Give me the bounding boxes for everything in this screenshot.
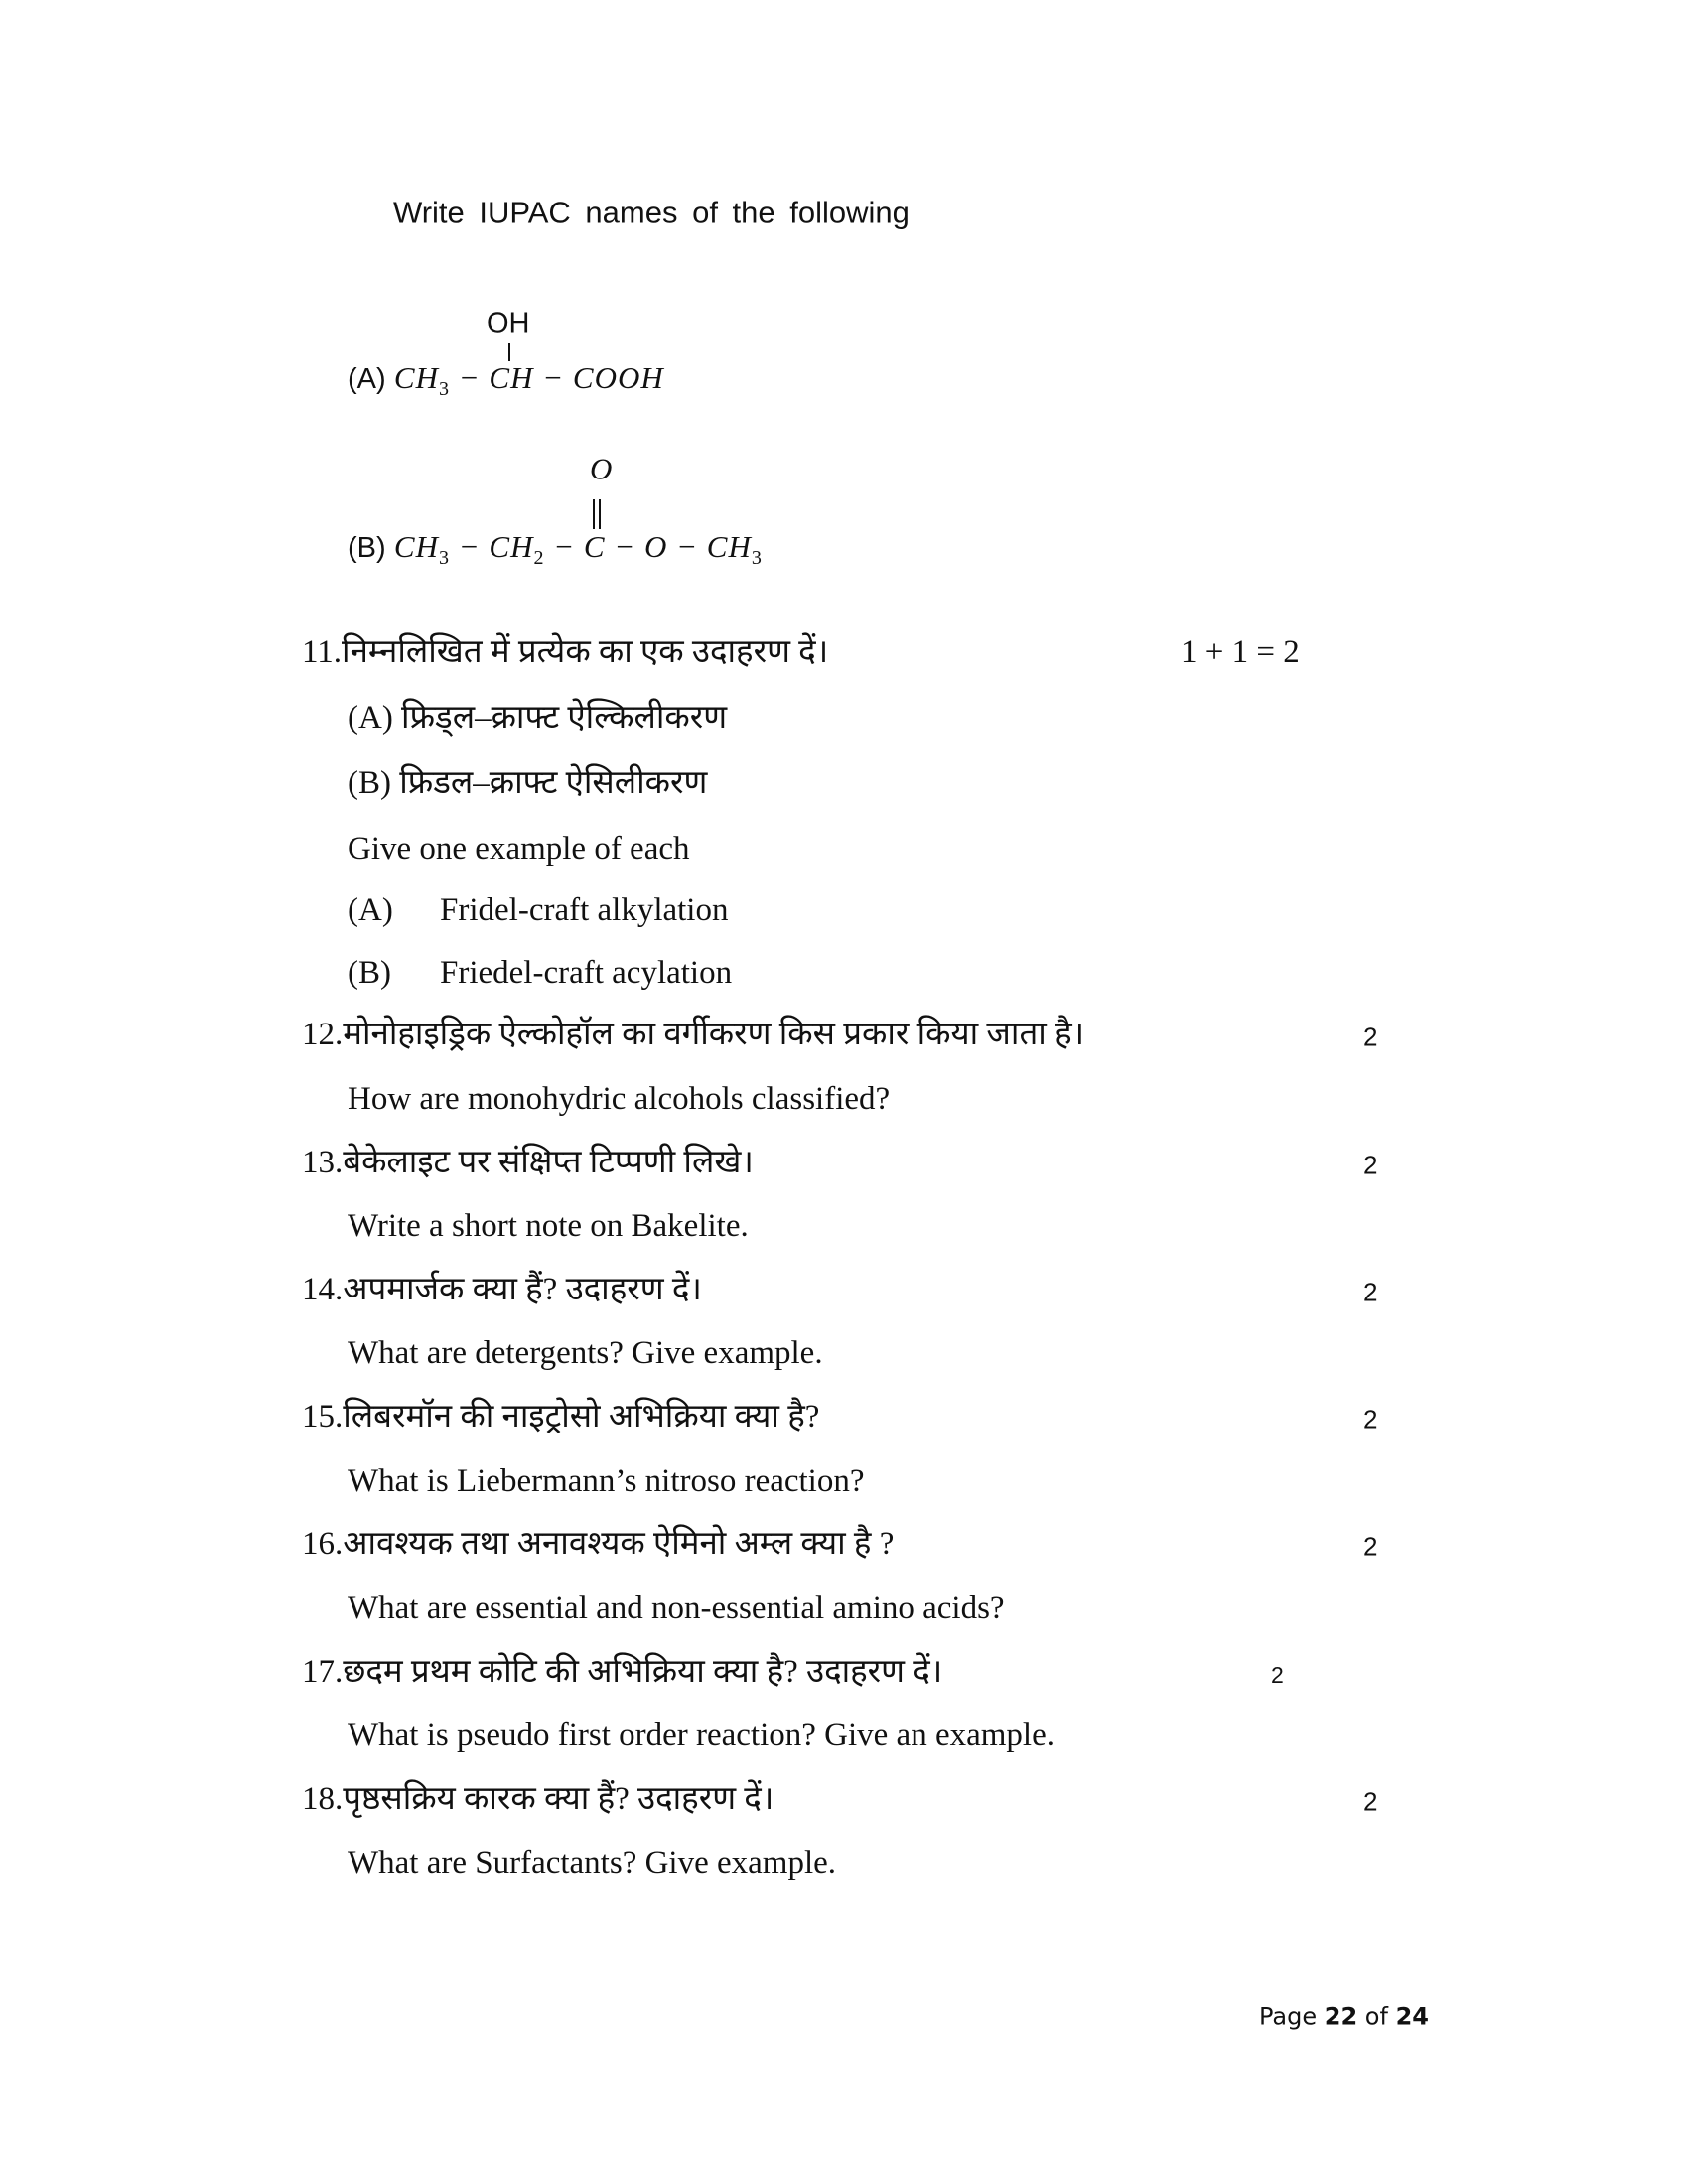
question-18-english: What are Surfactants? Give example.	[348, 1845, 837, 1882]
question-number: 13.	[302, 1145, 344, 1181]
formula-b-part: − CH	[450, 528, 534, 564]
formula-b-part: CH	[393, 528, 439, 564]
question-number: 18.	[302, 1781, 344, 1818]
question-number: 11.	[302, 634, 343, 671]
question-11-english-sub-b-text: Friedel-craft acylation	[440, 955, 733, 992]
question-11-english-sub-b	[348, 954, 391, 994]
question-12-english: How are monohydric alcohols classified?	[348, 1081, 891, 1118]
question-11-hindi	[302, 633, 828, 673]
question-number: 12.	[302, 1017, 344, 1053]
question-16-marks: 2	[1363, 1531, 1378, 1562]
formula-a	[348, 359, 664, 401]
question-17-english: What is pseudo first order reaction? Give an example.	[348, 1717, 1055, 1754]
question-15-hindi	[302, 1398, 819, 1437]
question-hindi-text: निम्नलिखित में प्रत्येक का एक उदाहरण दें।	[342, 634, 829, 671]
question-11-hindi-sub-a: (A) फ्रिड्ल–क्राफ्ट ऐल्किलीकरण	[348, 700, 728, 737]
question-18-hindi	[302, 1780, 774, 1820]
formula-b-label: (B)	[348, 531, 386, 564]
question-13-marks: 2	[1363, 1150, 1378, 1180]
question-18-marks: 2	[1363, 1786, 1378, 1817]
formula-a-subscript: 3	[439, 378, 450, 401]
question-hindi-text: मोनोहाइड्रिक ऐल्कोहॉल का वर्गीकरण किस प्रकार किया जाता है।	[343, 1017, 1085, 1053]
question-16-hindi	[302, 1525, 894, 1565]
question-11-english-sub-a	[348, 891, 393, 931]
page-total: 24	[1395, 2002, 1429, 2031]
formula-a-part: CH	[393, 359, 439, 395]
question-number: 16.	[302, 1526, 344, 1563]
page-number	[1259, 2003, 1429, 2032]
question-14-english: What are detergents? Give example.	[348, 1335, 823, 1372]
question-hindi-text: बेकेलाइट पर संक्षिप्त टिप्पणी लिखे।	[343, 1145, 754, 1181]
question-13-english: Write a short note on Bakelite.	[348, 1208, 749, 1245]
question-number: 15.	[302, 1399, 344, 1435]
page-of: of	[1364, 2002, 1388, 2031]
question-13-hindi	[302, 1144, 754, 1183]
question-hindi-text: पृष्ठसक्रिय कारक क्या हैं? उदाहरण दें।	[343, 1781, 774, 1818]
question-number: 14.	[302, 1272, 344, 1308]
question-hindi-text: छदम प्रथम कोटि की अभिक्रिया क्या है? उदाहरण दें।	[343, 1654, 943, 1691]
formula-a-part: − CH − COOH	[450, 359, 664, 395]
question-15-marks: 2	[1363, 1404, 1378, 1434]
question-hindi-text: आवश्यक तथा अनावश्यक ऐमिनो अम्ल क्या है ?	[343, 1526, 895, 1563]
question-15-english: What is Liebermann’s nitroso reaction?	[348, 1463, 865, 1500]
formula-b-expression	[393, 528, 763, 570]
question-number: 17.	[302, 1654, 344, 1691]
question-11-english-sub-a-text: Fridel-craft alkylation	[440, 892, 729, 929]
question-12-hindi	[302, 1016, 1084, 1055]
page-current: 22	[1324, 2002, 1358, 2031]
formula-a-substituent: OH	[487, 307, 530, 340]
question-11-english: Give one example of each	[348, 831, 690, 868]
formula-b-subscript: 2	[533, 547, 545, 570]
formula-b-double-bond	[593, 499, 595, 529]
question-hindi-text: अपमार्जक क्या हैं? उदाहरण दें।	[343, 1272, 702, 1308]
sub-label: (A)	[348, 892, 393, 929]
formula-b-subscript: 3	[439, 547, 450, 570]
question-16-english: What are essential and non-essential amino acids?	[348, 1590, 1005, 1627]
question-17-hindi	[302, 1653, 942, 1693]
formula-b-substituent: O	[590, 451, 614, 486]
question-14-hindi	[302, 1271, 702, 1310]
question-11-hindi-sub-b: (B) फ्रिडल–क्राफ्ट ऐसिलीकरण	[348, 765, 708, 802]
formula-b-part: − C − O − CH	[544, 528, 752, 564]
question-12-marks: 2	[1363, 1022, 1378, 1052]
page-prefix: Page	[1259, 2002, 1318, 2031]
formula-b-subscript: 3	[751, 547, 763, 570]
sub-label: (B)	[348, 955, 391, 992]
question-hindi-text: लिबरमॉन की नाइट्रोसो अभिक्रिया क्या है?	[343, 1399, 820, 1435]
question-17-marks: 2	[1271, 1662, 1284, 1689]
iupac-heading: Write IUPAC names of the following	[393, 195, 910, 230]
formula-a-label: (A)	[348, 362, 386, 395]
formula-a-expression	[393, 359, 664, 401]
formula-b	[348, 528, 763, 570]
question-14-marks: 2	[1363, 1277, 1378, 1307]
formula-b-double-bond	[599, 499, 601, 529]
question-11-marks: 1 + 1 = 2	[1181, 634, 1300, 671]
